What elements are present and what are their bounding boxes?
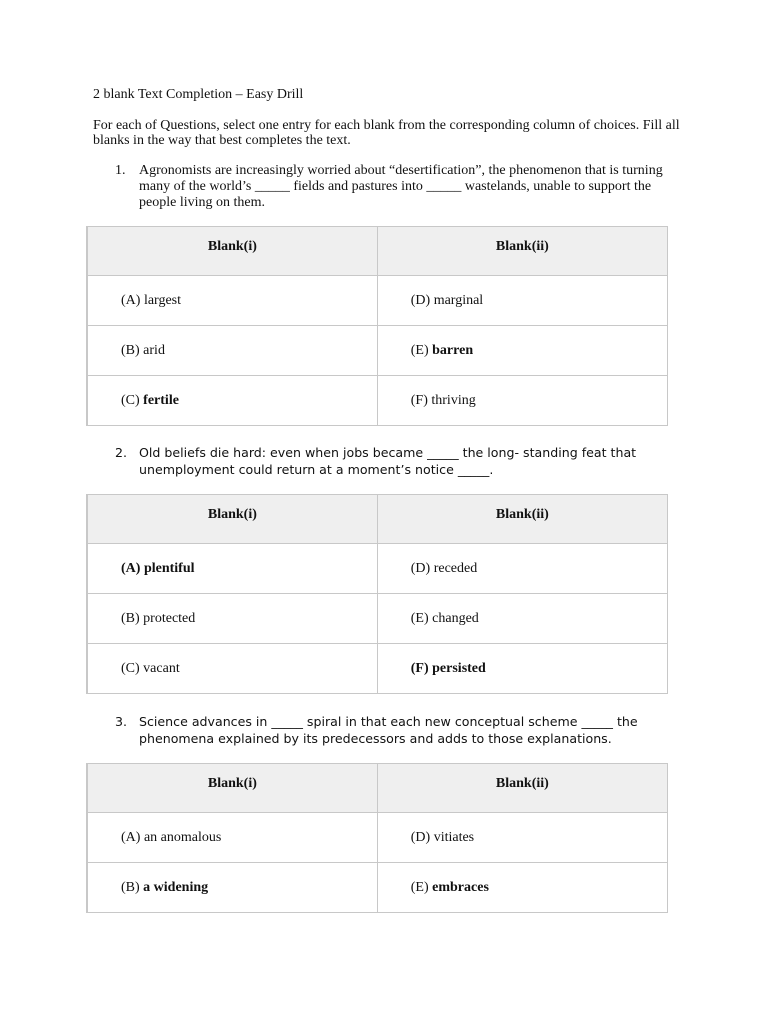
question-number: 2. (115, 445, 128, 460)
choice-word: embraces (432, 879, 489, 895)
choice-letter: (C) (121, 392, 140, 408)
choice-letter: (E) (410, 879, 429, 895)
answer-choice[interactable] (87, 813, 377, 863)
choice-word: vacant (143, 660, 180, 676)
choice-word: receded (433, 560, 478, 576)
answer-choice[interactable] (87, 863, 377, 913)
table-row (87, 813, 668, 863)
table-row (87, 326, 668, 376)
choice-letter: (C) (121, 660, 140, 676)
question-text: Old beliefs die hard: even when jobs became _____ the long- standing feat that unemployment could return at a moment’s notice _____. (139, 445, 637, 477)
choice-letter: (A) (121, 560, 141, 576)
answer-choice[interactable] (87, 276, 377, 326)
choice-word: fertile (143, 392, 179, 408)
choice-letter: (B) (121, 879, 140, 895)
instructions: For each of Questions, select one entry for each blank from the corresponding column of choices. Fill all blanks in the way that best completes the text. (93, 118, 680, 148)
choice-word: changed (432, 610, 479, 626)
choice-letter: (A) (121, 829, 141, 845)
choice-word: an anomalous (143, 829, 222, 845)
choice-word: marginal (433, 292, 484, 308)
choice-word: protected (143, 610, 196, 626)
table-row (87, 863, 668, 913)
question-1 (115, 163, 675, 211)
column-header-blank-i: Blank(i) (87, 495, 377, 544)
column-header-blank-ii: Blank(ii) (377, 764, 667, 813)
table-row (87, 544, 668, 594)
choice-letter: (D) (410, 560, 431, 576)
answer-choice[interactable] (87, 326, 377, 376)
choices-table-3 (86, 763, 668, 913)
column-header-blank-i: Blank(i) (87, 227, 377, 276)
choice-word: plentiful (143, 560, 195, 576)
answer-choice[interactable] (377, 813, 667, 863)
answer-choice[interactable] (377, 376, 667, 426)
question-number: 1. (115, 163, 126, 178)
question-text: Agronomists are increasingly worried about “desertification”, the phenomenon that is turning many of the world’s _____ fields and pastures into _____ wastelands, unable to support the people living on them. (139, 163, 663, 210)
choice-letter: (D) (410, 829, 431, 845)
question-number: 3. (115, 714, 128, 729)
answer-choice[interactable] (377, 326, 667, 376)
choice-word: arid (143, 342, 165, 358)
answer-choice[interactable] (377, 276, 667, 326)
choice-word: largest (143, 292, 182, 308)
choice-word: a widening (143, 879, 209, 895)
question-2 (115, 445, 675, 478)
question-text: Science advances in _____ spiral in that each new conceptual scheme _____ the phenomena explained by its predecessors and adds to those explanations. (139, 714, 638, 746)
choices-table-1 (86, 226, 668, 426)
answer-choice[interactable] (87, 376, 377, 426)
choice-letter: (D) (410, 292, 431, 308)
choice-word: vitiates (433, 829, 475, 845)
column-header-blank-ii: Blank(ii) (377, 495, 667, 544)
column-header-blank-ii: Blank(ii) (377, 227, 667, 276)
table-row (87, 594, 668, 644)
question-3 (115, 714, 675, 747)
document-title: 2 blank Text Completion – Easy Drill (93, 87, 304, 102)
table-row (87, 276, 668, 326)
table-row (87, 644, 668, 694)
answer-choice[interactable] (377, 544, 667, 594)
choice-letter: (F) (410, 660, 429, 676)
answer-choice[interactable] (87, 644, 377, 694)
choice-letter: (F) (410, 392, 428, 408)
choice-letter: (E) (410, 342, 429, 358)
answer-choice[interactable] (377, 644, 667, 694)
answer-choice[interactable] (377, 863, 667, 913)
answer-choice[interactable] (377, 594, 667, 644)
table-row (87, 376, 668, 426)
choice-word: barren (432, 342, 474, 358)
answer-choice[interactable] (87, 544, 377, 594)
answer-choice[interactable] (87, 594, 377, 644)
choice-letter: (B) (121, 610, 140, 626)
choice-letter: (B) (121, 342, 140, 358)
choice-letter: (A) (121, 292, 141, 308)
choice-word: persisted (432, 660, 486, 676)
choice-letter: (E) (410, 610, 429, 626)
choices-table-2 (86, 494, 668, 694)
column-header-blank-i: Blank(i) (87, 764, 377, 813)
choice-word: thriving (431, 392, 476, 408)
